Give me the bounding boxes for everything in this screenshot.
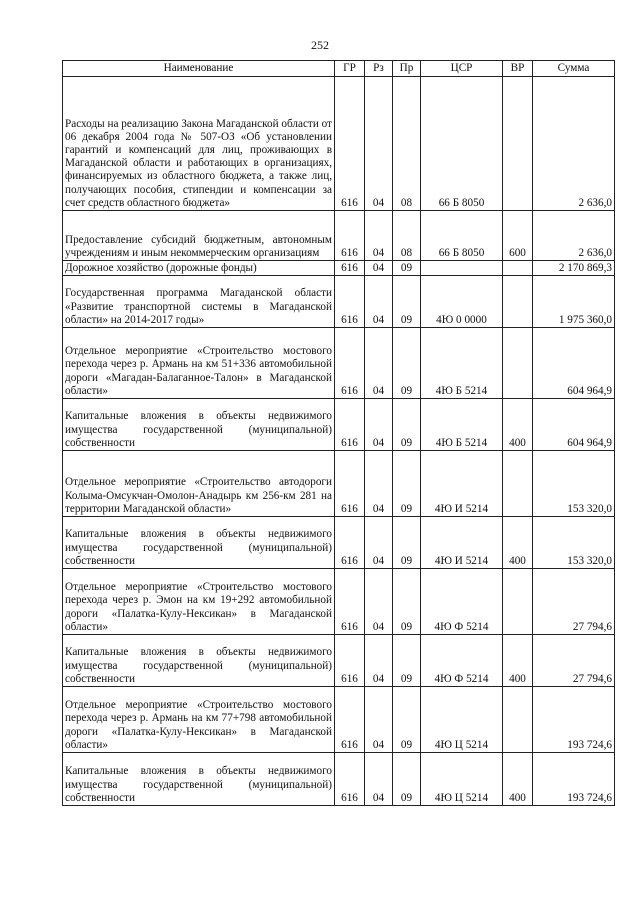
cell-gr: 616	[335, 451, 365, 517]
cell-gr: 616	[335, 687, 365, 753]
cell-gr: 616	[335, 635, 365, 687]
header-name: Наименование	[63, 61, 335, 77]
cell-name: Государственная программа Магаданской области «Развитие транспортной системы в Магаданской области» на 2014-2017 годы»	[63, 276, 335, 328]
cell-pr: 09	[393, 276, 421, 328]
cell-vr	[503, 328, 533, 399]
header-sum: Сумма	[533, 61, 615, 77]
cell-pr: 09	[393, 399, 421, 451]
cell-rz: 04	[365, 635, 393, 687]
cell-gr: 616	[335, 276, 365, 328]
cell-rz: 04	[365, 753, 393, 806]
table-row	[63, 569, 615, 635]
cell-vr: 400	[503, 399, 533, 451]
header-pr: Пр	[393, 61, 421, 77]
cell-sum: 2 636,0	[533, 211, 615, 261]
table-row	[63, 451, 615, 517]
header-csr: ЦСР	[421, 61, 503, 77]
cell-sum: 153 320,0	[533, 451, 615, 517]
cell-name: Дорожное хозяйство (дорожные фонды)	[63, 261, 335, 276]
cell-rz: 04	[365, 276, 393, 328]
cell-csr: 4Ю Б 5214	[421, 328, 503, 399]
cell-pr: 09	[393, 517, 421, 569]
cell-name: Капитальные вложения в объекты недвижимого имущества государственной (муниципальной) собственности	[63, 399, 335, 451]
cell-sum: 27 794,6	[533, 569, 615, 635]
cell-vr	[503, 77, 533, 211]
cell-rz: 04	[365, 211, 393, 261]
cell-sum: 153 320,0	[533, 517, 615, 569]
cell-name: Капитальные вложения в объекты недвижимого имущества государственной (муниципальной) собственности	[63, 753, 335, 806]
cell-vr	[503, 687, 533, 753]
cell-gr: 616	[335, 753, 365, 806]
table-row	[63, 517, 615, 569]
cell-name: Отдельное мероприятие «Строительство автодороги Колыма-Омсукчан-Омолон-Анадырь км 256-км 281 на территории Магаданской области»	[63, 451, 335, 517]
cell-rz: 04	[365, 517, 393, 569]
cell-pr: 08	[393, 211, 421, 261]
cell-pr: 09	[393, 451, 421, 517]
cell-sum: 193 724,6	[533, 687, 615, 753]
cell-vr: 400	[503, 635, 533, 687]
cell-vr	[503, 261, 533, 276]
cell-csr: 4Ю И 5214	[421, 451, 503, 517]
cell-rz: 04	[365, 687, 393, 753]
cell-csr: 4Ю Ц 5214	[421, 687, 503, 753]
cell-gr: 616	[335, 77, 365, 211]
header-rz: Рз	[365, 61, 393, 77]
cell-name: Отдельное мероприятие «Строительство мостового перехода через р. Эмон на км 19+292 автомобильной дороги «Палатка-Кулу-Нексикан» в Магаданской области»	[63, 569, 335, 635]
cell-name: Предоставление субсидий бюджетным, автономным учреждениям и иным некоммерческим организациям	[63, 211, 335, 261]
cell-vr: 600	[503, 211, 533, 261]
cell-rz: 04	[365, 261, 393, 276]
cell-vr: 400	[503, 517, 533, 569]
cell-gr: 616	[335, 328, 365, 399]
page-number: 252	[311, 38, 329, 52]
cell-vr	[503, 276, 533, 328]
cell-gr: 616	[335, 569, 365, 635]
cell-pr: 09	[393, 687, 421, 753]
cell-pr: 09	[393, 328, 421, 399]
cell-vr: 400	[503, 753, 533, 806]
cell-csr: 66 Б 8050	[421, 77, 503, 211]
cell-rz: 04	[365, 328, 393, 399]
cell-sum: 604 964,9	[533, 328, 615, 399]
cell-rz: 04	[365, 77, 393, 211]
cell-rz: 04	[365, 451, 393, 517]
cell-name: Капитальные вложения в объекты недвижимого имущества государственной (муниципальной) собственности	[63, 635, 335, 687]
cell-gr: 616	[335, 517, 365, 569]
table-row	[63, 276, 615, 328]
cell-gr: 616	[335, 399, 365, 451]
cell-gr: 616	[335, 211, 365, 261]
cell-name: Отдельное мероприятие «Строительство мостового перехода через р. Армань на км 77+798 автомобильной дороги «Палатка-Кулу-Нексикан» в Магаданской области»	[63, 687, 335, 753]
header-gr: ГР	[335, 61, 365, 77]
cell-pr: 09	[393, 635, 421, 687]
table-header-row	[63, 61, 615, 77]
table-row	[63, 77, 615, 211]
cell-sum: 27 794,6	[533, 635, 615, 687]
cell-sum: 2 170 869,3	[533, 261, 615, 276]
cell-gr: 616	[335, 261, 365, 276]
cell-sum: 604 964,9	[533, 399, 615, 451]
budget-table	[62, 60, 615, 806]
cell-csr: 4Ю Ц 5214	[421, 753, 503, 806]
table-row	[63, 687, 615, 753]
cell-name: Капитальные вложения в объекты недвижимого имущества государственной (муниципальной) собственности	[63, 517, 335, 569]
cell-vr	[503, 451, 533, 517]
table-row	[63, 635, 615, 687]
cell-csr: 4Ю Ф 5214	[421, 569, 503, 635]
cell-vr	[503, 569, 533, 635]
table-row	[63, 753, 615, 806]
cell-csr: 4Ю Б 5214	[421, 399, 503, 451]
table-row	[63, 211, 615, 261]
cell-csr: 4Ю Ф 5214	[421, 635, 503, 687]
cell-rz: 04	[365, 569, 393, 635]
table-row	[63, 261, 615, 276]
cell-pr: 09	[393, 261, 421, 276]
table-row	[63, 399, 615, 451]
cell-pr: 09	[393, 753, 421, 806]
cell-sum: 2 636,0	[533, 77, 615, 211]
table-row	[63, 328, 615, 399]
cell-pr: 08	[393, 77, 421, 211]
cell-csr: 66 Б 8050	[421, 211, 503, 261]
cell-name: Отдельное мероприятие «Строительство мостового перехода через р. Армань на км 51+336 автомобильной дороги «Магадан-Балаганное-Талон» в Магаданской области»	[63, 328, 335, 399]
cell-csr: 4Ю 0 0000	[421, 276, 503, 328]
cell-rz: 04	[365, 399, 393, 451]
cell-pr: 09	[393, 569, 421, 635]
cell-csr	[421, 261, 503, 276]
cell-csr: 4Ю И 5214	[421, 517, 503, 569]
cell-sum: 193 724,6	[533, 753, 615, 806]
cell-sum: 1 975 360,0	[533, 276, 615, 328]
cell-name: Расходы на реализацию Закона Магаданской области от 06 декабря 2004 года № 507-ОЗ «Об установлении гарантий и компенсаций для лиц, проживающих в Магаданской области и работающих в организациях, финансируемых из областного бюджета, а также лиц, получающих пособия, стипендии и компенсации за счет средств областного бюджета»	[63, 77, 335, 211]
header-vr: ВР	[503, 61, 533, 77]
